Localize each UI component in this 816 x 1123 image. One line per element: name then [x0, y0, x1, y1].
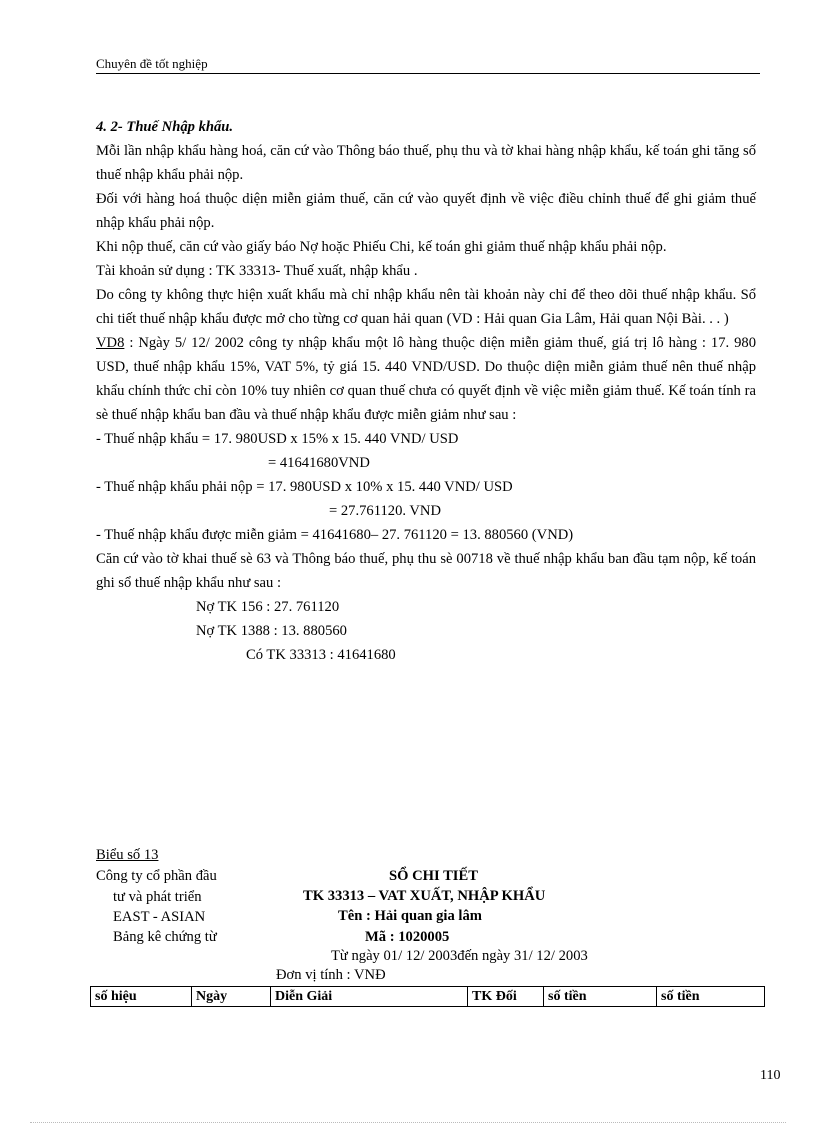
paragraph-6: Căn cứ vào tờ khai thuế sè 63 và Thông báo thuế, phụ thu sè 00718 về thuế nhập khẩu ban đầu tạm nộp, kế toán ghi sổ thuế nhập khẩu như sau :	[96, 551, 756, 591]
col-so-tien-2: số tiền	[657, 987, 765, 1007]
company-line-1: Công ty cổ phần đầu	[96, 868, 217, 884]
paragraph-1: Mỗi lần nhập khẩu hàng hoá, căn cứ vào Thông báo thuế, phụ thu và tờ khai hàng nhập khẩu, kế toán ghi tăng số thuế nhập khẩu phải nộp.	[96, 143, 756, 183]
col-so-tien-1: số tiền	[544, 987, 657, 1007]
section-heading: 4. 2- Thuế Nhập khẩu.	[96, 119, 234, 135]
calc-line-3: - Thuế nhập khẩu được miễn giảm = 41641680– 27. 761120 = 13. 880560 (VND)	[96, 527, 574, 543]
page-number: 110	[760, 1068, 781, 1083]
journal-entry-1: Nợ TK 156 : 27. 761120	[196, 599, 340, 615]
form-label: Biểu số 13	[96, 847, 159, 863]
example-label: VD8	[96, 335, 125, 351]
paragraph-5: Do công ty không thực hiện xuất khẩu mà chỉ nhập khẩu nên tài khoản này chỉ để theo dõi thuế nhập khẩu. Sổ chi tiết thuế nhập khẩu được mở cho từng cơ quan hải quan (VD : Hải quan Gia Lâm, Hải quan Nội Bài. . . )	[96, 287, 756, 327]
calc-line-2: - Thuế nhập khẩu phải nộp = 17. 980USD x 10% x 15. 440 VND/ USD	[96, 479, 513, 495]
col-dien-giai: Diễn Giải	[271, 987, 468, 1007]
ledger-subtitle: TK 33313 – VAT XUẤT, NHẬP KHẨU	[303, 888, 546, 904]
col-so-hieu: số hiệu	[91, 987, 192, 1007]
running-header: Chuyên đề tốt nghiệp	[96, 56, 208, 71]
calc-line-1: - Thuế nhập khẩu = 17. 980USD x 15% x 15. 440 VND/ USD	[96, 431, 459, 447]
paragraph-3: Khi nộp thuế, căn cứ vào giấy báo Nợ hoặc Phiếu Chi, kế toán ghi giảm thuế nhập khẩu phải nộp.	[96, 239, 667, 255]
journal-entry-2: Nợ TK 1388 : 13. 880560	[196, 623, 347, 639]
ledger-code: Mã : 1020005	[365, 929, 450, 945]
col-ngay: Ngày	[192, 987, 271, 1007]
calc-result-2: = 27.761120. VND	[329, 503, 442, 519]
ledger-table	[90, 986, 765, 1007]
paragraph-4: Tài khoản sử dụng : TK 33313- Thuế xuất, nhập khẩu .	[96, 263, 418, 279]
company-line-2: tư và phát triển	[113, 889, 202, 905]
ledger-header-row	[91, 987, 765, 1007]
example-text: : Ngày 5/ 12/ 2002 công ty nhập khẩu một lô hàng thuộc diện miễn giảm thuế, giá trị lô hàng : 17. 980 USD, thuế nhập khẩu 15%, VAT 5%, tỷ giá 15. 440 VND/USD. Do thuộc diện miễn giảm thuế nên thuế nhập khẩu chính thức chỉ còn 10% tuy nhiên cơ quan thuế chưa có quyết định về việc miễn giảm thuế. Kế toán tính ra sè thuế nhập khẩu ban đầu và thuế nhập khẩu được miễn giảm như sau :	[96, 335, 756, 423]
journal-entry-3: Có TK 33313 : 41641680	[246, 647, 396, 663]
company-line-4: Bảng kê chứng từ	[113, 929, 217, 945]
ledger-title: SỔ CHI TIẾT	[389, 868, 478, 884]
col-tk-doi: TK Đối	[468, 987, 544, 1007]
company-line-3: EAST - ASIAN	[113, 909, 206, 925]
ledger-unit: Đơn vị tính : VNĐ	[276, 967, 386, 983]
ledger-name: Tên : Hải quan gia lâm	[338, 908, 482, 924]
ledger-period: Từ ngày 01/ 12/ 2003đến ngày 31/ 12/ 2003	[331, 948, 588, 964]
paragraph-2: Đối với hàng hoá thuộc diện miễn giảm thuế, căn cứ vào quyết định về việc điều chỉnh thuế để ghi giảm thuế nhập khẩu phải nộp.	[96, 191, 756, 231]
calc-result-1: = 41641680VND	[268, 455, 370, 471]
